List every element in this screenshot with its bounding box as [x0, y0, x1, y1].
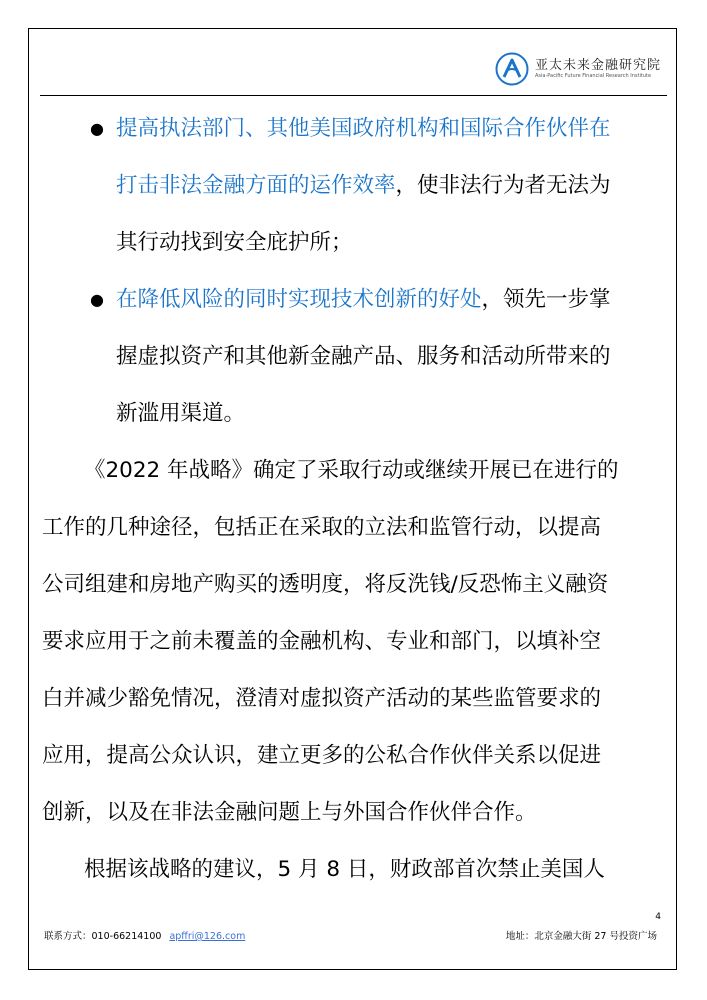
- contact-email-link[interactable]: apffri@126.com: [169, 931, 246, 942]
- paragraph: [40, 442, 667, 841]
- contact-label: 联系方式：: [44, 931, 92, 942]
- paragraph: [40, 841, 667, 898]
- highlight-text: 提高执法部门、其他美国政府机构和国际合作伙伴在: [116, 116, 611, 141]
- body-text: ，领先一步掌: [481, 287, 611, 312]
- page-number: 4: [655, 912, 661, 922]
- document-body: [40, 100, 667, 898]
- header-rule: [40, 95, 667, 96]
- paragraph-line: 工作的几种途径，包括正在采取的立法和监管行动，以提高: [42, 515, 602, 540]
- bullet-line: [116, 214, 662, 271]
- bullet-line: [116, 385, 662, 442]
- bullet-line: [116, 328, 662, 385]
- body-text: 新滥用渠道。: [116, 401, 246, 426]
- bullet-line: [116, 157, 662, 214]
- institute-logo: [495, 52, 661, 86]
- footer-address: 地址：北京金融大街 27 号投资广场: [505, 931, 657, 942]
- bullet-line: [116, 271, 662, 328]
- bullet-item: [40, 271, 662, 442]
- body-text: 握虚拟资产和其他新金融产品、服务和活动所带来的: [116, 344, 611, 369]
- logo-cn-text: 亚太未来金融研究院: [534, 58, 661, 73]
- bullet-item: [40, 100, 662, 271]
- body-text: 其行动找到安全庇护所；: [116, 230, 353, 255]
- bullet-dot-icon: ●: [90, 119, 104, 138]
- bullet-line: [116, 100, 662, 157]
- highlight-text: 打击非法金融方面的运作效率: [116, 173, 396, 198]
- contact-phone: 010-66214100: [91, 931, 162, 942]
- body-text: ，使非法行为者无法为: [395, 173, 611, 198]
- paragraph-line: 公司组建和房地产购买的透明度，将反洗钱/反恐怖主义融资: [42, 572, 609, 597]
- footer-contact: [44, 928, 245, 942]
- paragraph-line: 根据该战略的建议，5 月 8 日，财政部首次禁止美国人: [84, 857, 605, 882]
- paragraph-line: 创新，以及在非法金融问题上与外国合作伙伴合作。: [42, 800, 537, 825]
- highlight-text: 在降低风险的同时实现技术创新的好处: [116, 287, 482, 312]
- logo-mark-icon: [495, 52, 529, 86]
- paragraph-line: 《2022 年战略》确定了采取行动或继续开展已在进行的: [84, 458, 619, 483]
- bullet-dot-icon: ●: [90, 290, 104, 309]
- paragraph-line: 白并减少豁免情况，澄清对虚拟资产活动的某些监管要求的: [42, 686, 602, 711]
- paragraph-line: 要求应用于之前未覆盖的金融机构、专业和部门，以填补空: [42, 629, 602, 654]
- logo-en-text: Asia-Pacific Future Financial Research Institute: [534, 73, 652, 79]
- paragraph-line: 应用，提高公众认识，建立更多的公私合作伙伴关系以促进: [42, 743, 602, 768]
